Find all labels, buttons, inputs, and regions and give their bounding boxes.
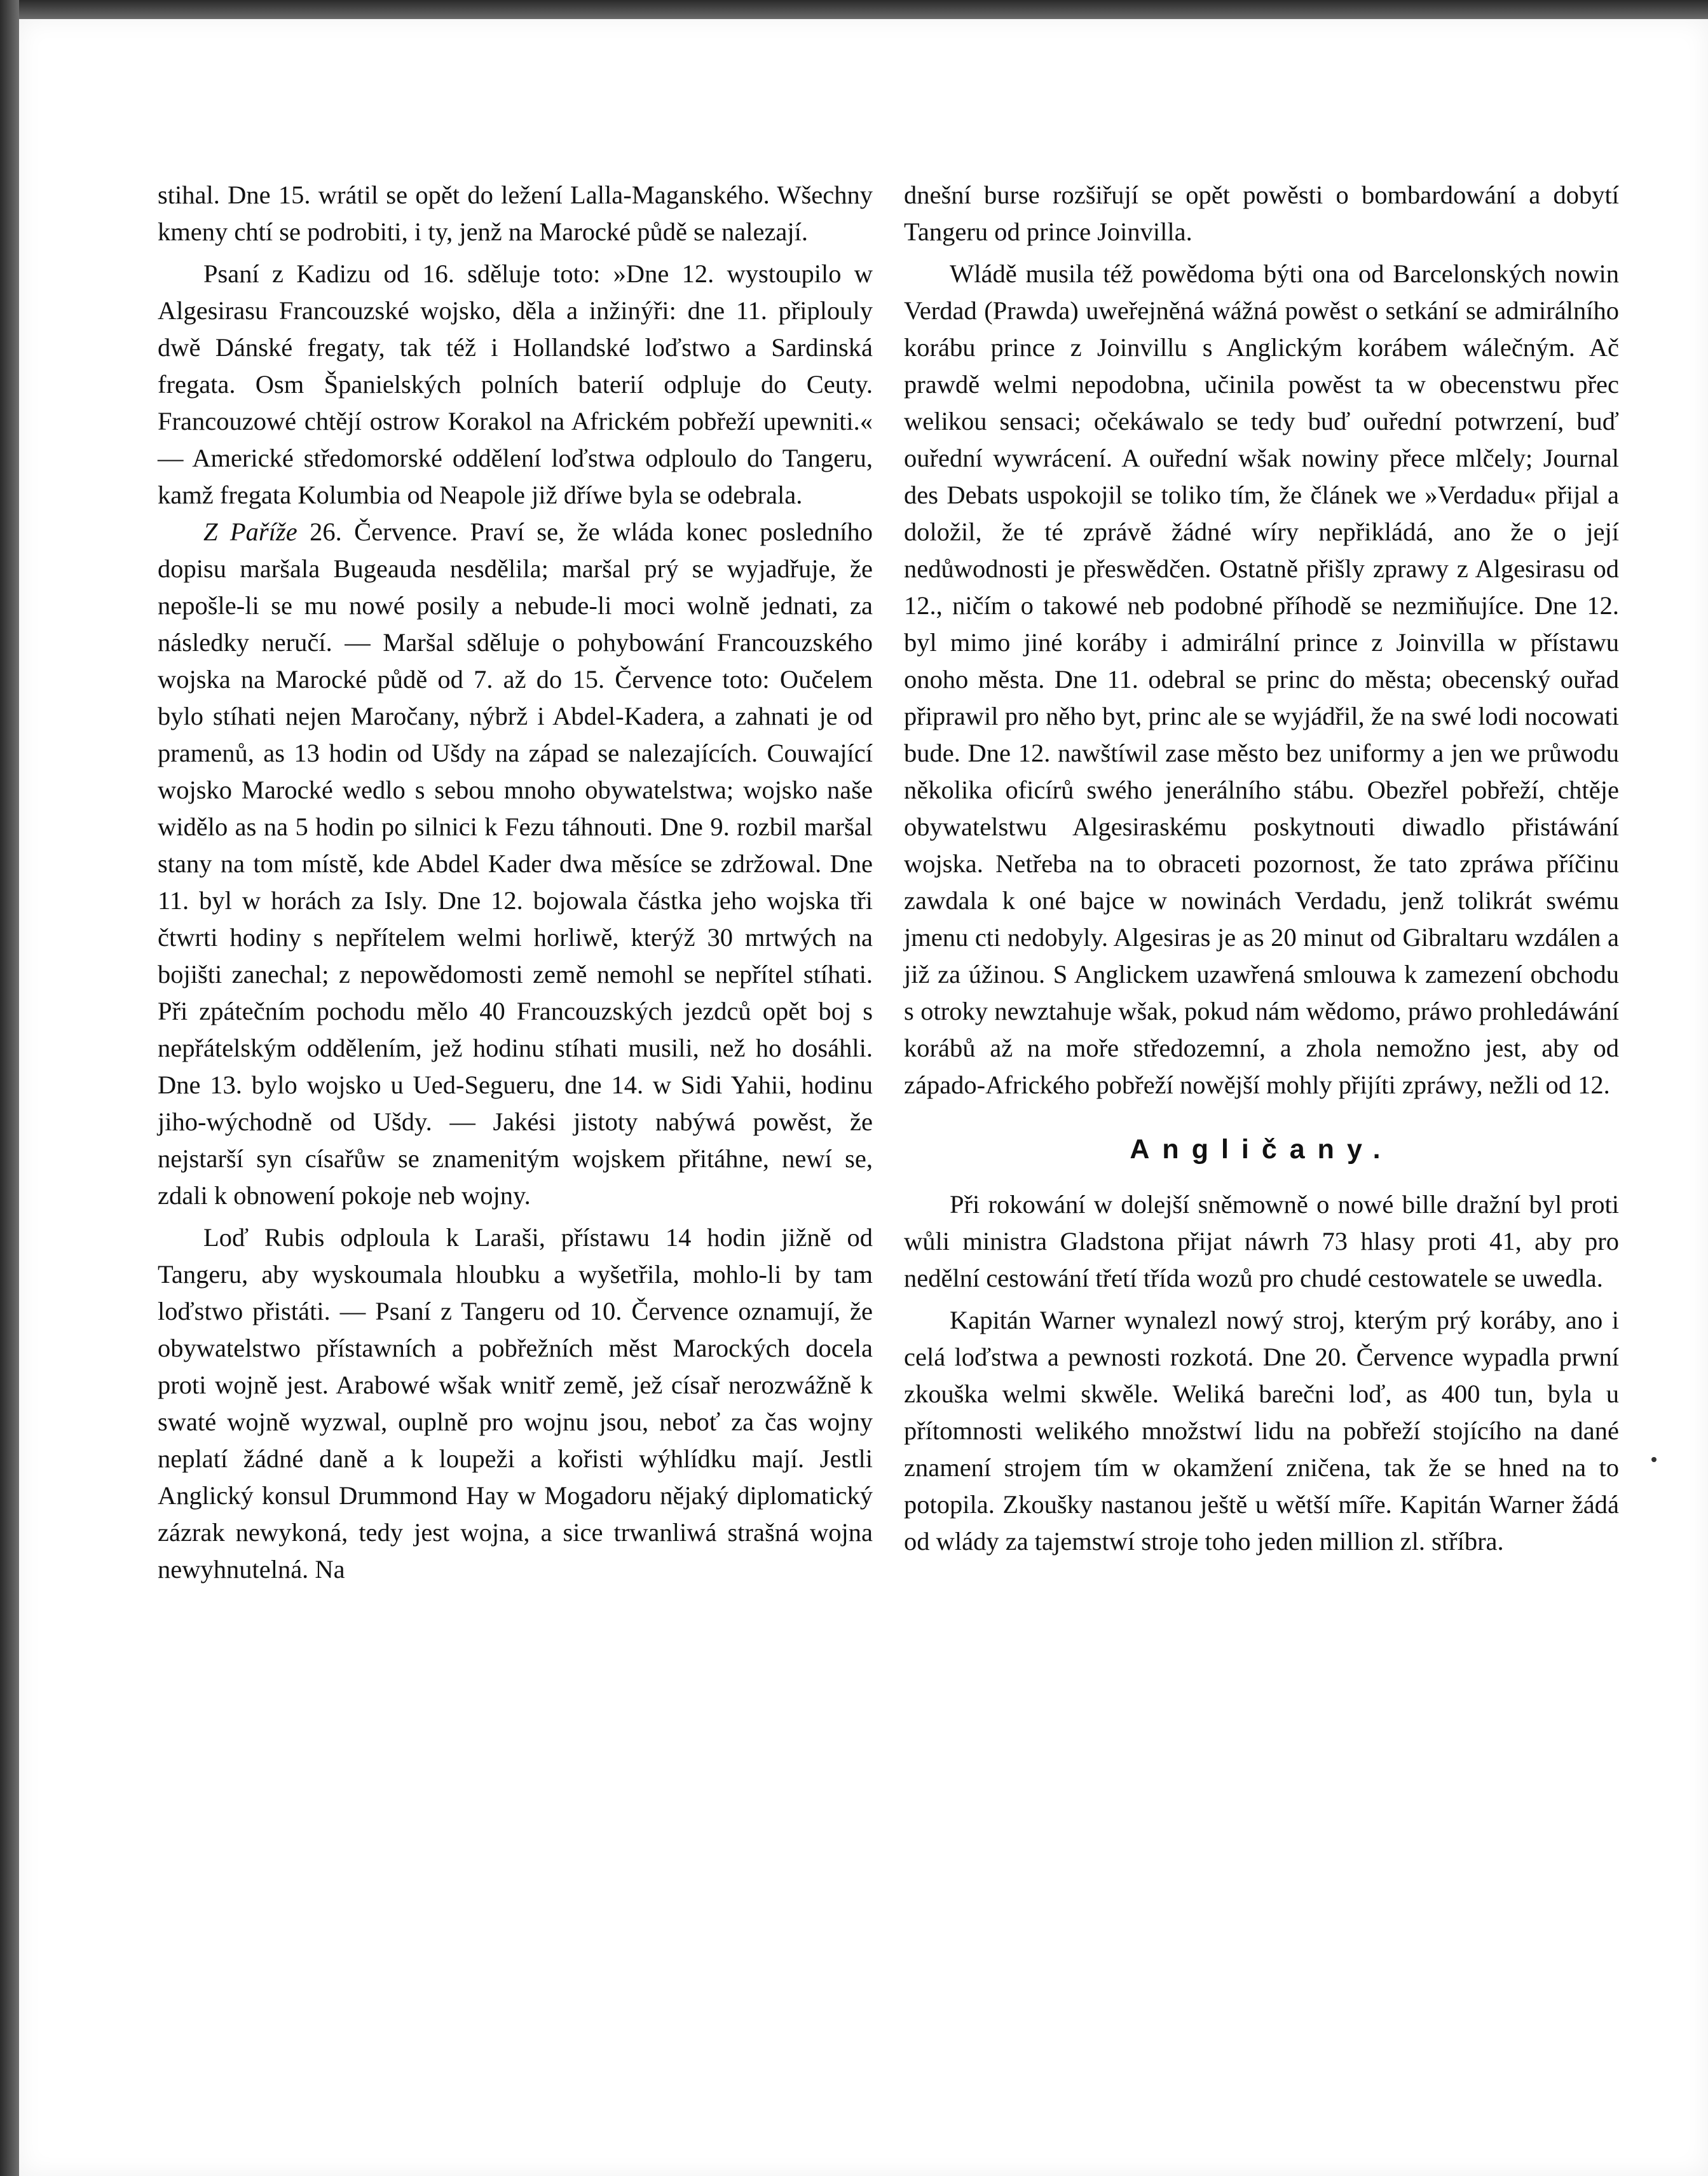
paragraph xyxy=(158,514,873,1214)
scan-speck xyxy=(1651,1457,1657,1462)
paragraph-text: 26. Července. Praví se, že wláda konec posledního dopisu maršala Bugeauda nesdělila; maršal prý se wyjadřuje, že nepošle-li se mu nowé posily a nebude-li moci wolně jednati, za následky neručí. — Maršal sděluje o pohybowání Francouzského wojska na Marocké půdě od 7. až do 15. Července toto: Oučelem bylo stíhati nejen Maročany, nýbrž i Abdel-Kadera, a zahnati je od pramenů, as 13 hodin od Ušdy na západ se nalezajících. Couwající wojsko Marocké wedlo s sebou mnoho obywatelstwa; wojsko naše widělo as na 5 hodin po silnici k Fezu táhnouti. Dne 9. rozbil maršal stany na tom místě, kde Abdel Kader dwa měsíce se zdržowal. Dne 11. byl w horách za Isly. Dne 12. bojowala částka jeho wojska tři čtwrti hodiny s nepřítelem welmi horliwě, kterýž 30 mrtwých na bojišti zanechal; z nepowědomosti země nemohl se nepřítel stíhati. Při zpátečním pochodu mělo 40 Francouzských jezdců opět boj s nepřátelským oddělením, jež hodinu stíhati musili, než ho dosáhli. Dne 13. bylo wojsko u Ued-Segueru, dne 14. w Sidi Yahii, hodinu jiho-wýchodně od Ušdy. — Jakési jistoty nabýwá powěst, že nejstarší syn císařůw se znamenitým wojskem přitáhne, newí se, zdali k obnowení pokoje neb wojny. xyxy=(158,517,873,1210)
left-column xyxy=(158,177,873,1588)
right-column xyxy=(904,177,1619,1560)
dateline-place: Z Paříže xyxy=(203,517,297,546)
scan-border-top xyxy=(0,0,1708,19)
paragraph: Wládě musila též powědoma býti ona od Barcelonských nowin Verdad (Prawda) uweřejněná wážná powěst o setkání se admirálního korábu prince z Joinvillu s Anglickým korábem wálečným. Ač prawdě welmi nepodobna, učinila powěst ta w obecenstwu přec welikou sensaci; očekáwalo se tedy buď ouřední potwrzení, buď ouřední wywrácení. A ouřední wšak nowiny přece mlčely; Journal des Debats uspokojil se toliko tím, že článek we »Verdadu« přijal a doložil, že té zprávě žádné wíry nepřikládá, ano že o její nedůwodnosti je přeswědčen. Ostatně přišly zprawy z Algesirasu od 12., ničím o takowé neb podobné příhodě se nezmiňujíce. Dne 12. byl mimo jiné koráby i admirální prince z Joinvilla w přístawu onoho města. Dne 11. odebral se princ do města; obecenský ouřad připrawil pro něho byt, princ ale se wyjádřil, že na swé lodi nocowati bude. Dne 12. nawštíwil zase město bez uniformy a jen we průwodu několika oficírů swého jenerálního stábu. Obezřel pobřeží, chtěje obywatelstwu Algesiraskému poskytnouti diwadlo přistáwání wojska. Netřeba na to obraceti pozornost, že tato zpráwa příčinu zawdala k oné bajce w nowinách Verdadu, jenž tolikrát swému jmenu cti nedobyly. Algesiras je as 20 minut od Gibraltaru wzdálen a již za úžinou. S Anglickem uzawřená smlouwa k zamezení obchodu s otroky newztahuje wšak, pokud nám wědomo, práwo prohledáwání korábů až na moře středozemní, a zhola nemožno jest, aby od západo-Afrického pobřeží nowější mohly přijíti zpráwy, nežli od 12. xyxy=(904,259,1619,1099)
scan-border-left xyxy=(0,0,19,2176)
newspaper-page xyxy=(19,19,1708,2176)
paragraph: Psaní z Kadizu od 16. sděluje toto: »Dne 12. wystoupilo w Algesirasu Francouzské wojsko, děla a inžinýři: dne 11. připlouly dwě Dánské fregaty, tak též i Hollandské loďstwo a Sardinská fregata. Osm Španielských polních baterií odpluje do Ceuty. Francouzowé chtějí ostrow Korakol na Africkém pobřeží upewniti.« — Americké středomorské oddělení loďstwa odploulo do Tangeru, kamž fregata Kolumbia od Neapole již dříwe byla se odebrala. xyxy=(158,259,873,509)
paragraph: Při rokowání w dolejší sněmowně o nowé bille dražní byl proti wůli ministra Gladstona přijat náwrh 73 hlasy proti 41, aby pro nedělní cestowání třetí třída wozů pro chudé cestowatele se uwedla. xyxy=(904,1190,1619,1292)
paragraph: stihal. Dne 15. wrátil se opět do ležení Lalla-Maganského. Wšechny kmeny chtí se podrobiti, i ty, jenž na Marocké půdě se nalezají. xyxy=(158,181,873,246)
paragraph: Kapitán Warner wynalezl nowý stroj, kterým prý koráby, ano i celá loďstwa a pewnosti rozkotá. Dne 20. Července wypadla prwní zkouška welmi skwěle. Weliká barečni loď, as 400 tun, byla u přítomnosti welikého množstwí lidu na pobřeží stojícího na dané znamení strojem tím w okamžení zničena, tak že se hned na to potopila. Zkoušky nastanou ještě u wětší míře. Kapitán Warner žádá od wlády za tajemstwí stroje toho jeden million zl. stříbra. xyxy=(904,1306,1619,1556)
paragraph: dnešní burse rozšiřují se opět powěsti o bombardowání a dobytí Tangeru od prince Joinvilla. xyxy=(904,181,1619,246)
paragraph: Loď Rubis odploula k Laraši, přístawu 14 hodin jižně od Tangeru, aby wyskoumala hloubku a wyšetřila, mohlo-li by tam loďstwo přistáti. — Psaní z Tangeru od 10. Července oznamují, že obywatelstwo přístawních a pobřežních měst Marockých docela proti wojně jest. Arabowé wšak wnitř země, jež císař nerozwážně k swaté wojně wyzwal, ouplně pro wojnu jsou, neboť za čas wojny neplatí žádné daně a k loupeži a kořisti wýhlídku mají. Jestli Anglický konsul Drummond Hay w Mogadoru nějaký diplomatický zázrak newykoná, tedy jest wojna, a sice trwanliwá strašná wojna newyhnutelná. Na xyxy=(158,1223,873,1584)
section-heading: Angličany. xyxy=(1130,1134,1393,1165)
